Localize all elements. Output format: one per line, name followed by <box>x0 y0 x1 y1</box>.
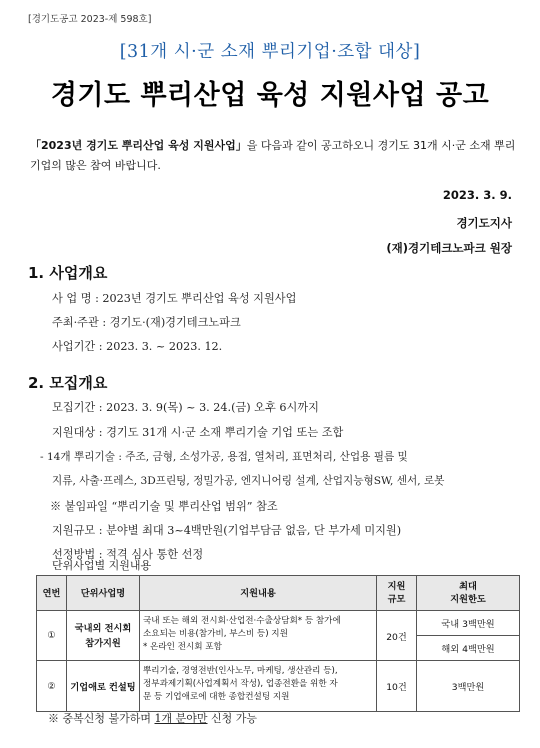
header-program: 단위사업명 <box>67 576 140 611</box>
table-row <box>37 661 520 712</box>
row-number: ① <box>37 611 67 661</box>
table-row <box>37 611 520 636</box>
issuer-governor: 경기도지사 <box>456 216 512 230</box>
row-limit-domestic: 국내 3백만원 <box>417 611 520 636</box>
document-number: [경기도공고 2023-제 598호] <box>28 14 152 25</box>
intro-text: 을 다음과 같이 공고하오니 경기도 31개 시·군 소재 뿌리기업의 많은 참여 바랍니다. <box>30 139 516 172</box>
header-no: 연번 <box>37 576 67 611</box>
recruit-period: 모집기간 : 2023. 3. 9(목) ~ 3. 24.(금) 오후 6시까지 <box>52 401 319 414</box>
row-program: 국내외 전시회 참가지원 <box>67 611 140 661</box>
footer-suffix: 신청 가능 <box>207 712 257 725</box>
page-subtitle: [31개 시·군 소재 뿌리기업·조합 대상] <box>119 42 421 62</box>
row-content: 국내 또는 해외 전시회·산업전·수출상담회* 등 참가에 소요되는 비용(참가비, 부스비 등) 지원 * 온라인 전시회 포함 <box>140 611 377 661</box>
issuer-technopark: (재)경기테크노파크 원장 <box>386 241 512 255</box>
attachment-note: ※ 붙임파일 “뿌리기술 및 뿌리산업 범위” 참조 <box>50 500 278 513</box>
section-heading-overview: 1. 사업개요 <box>28 264 108 282</box>
header-content: 지원내용 <box>140 576 377 611</box>
page-title: 경기도 뿌리산업 육성 지원사업 공고 <box>50 80 490 111</box>
footer-note <box>48 710 257 726</box>
footer-underlined: 1개 분야만 <box>154 712 208 725</box>
table-header-row <box>37 576 520 611</box>
recruit-method: 선정방법 : 적격 심사 통한 선정 <box>52 548 204 561</box>
row-limit-overseas: 해외 4백만원 <box>417 636 520 661</box>
overview-project-name: 사 업 명 : 2023년 경기도 뿌리산업 육성 지원사업 <box>52 292 297 305</box>
recruit-scale: 지원규모 : 분야별 최대 3~4백만원(기업부담금 없음, 단 부가세 미지원) <box>52 524 402 537</box>
row-number: ② <box>37 661 67 712</box>
intro-program-name: 「2023년 경기도 뿌리산업 육성 지원사업」 <box>30 139 247 152</box>
intro-paragraph <box>30 136 518 176</box>
header-limit: 최대 지원한도 <box>417 576 520 611</box>
row-program: 기업애로 컨설팅 <box>67 661 140 712</box>
row-scale: 10건 <box>377 661 417 712</box>
recruit-target: 지원대상 : 경기도 31개 시·군 소재 뿌리기술 기업 또는 조합 <box>52 426 344 439</box>
tech-list-line-2: 지류, 사출·프레스, 3D프린팅, 정밀가공, 엔지니어링 설계, 산업지능형SW, 센서, 로봇 <box>52 475 445 487</box>
support-table <box>36 575 520 712</box>
announcement-date: 2023. 3. 9. <box>442 188 512 202</box>
row-limit: 3백만원 <box>417 661 520 712</box>
header-scale: 지원 규모 <box>377 576 417 611</box>
footer-prefix: ※ 중복신청 불가하며 <box>48 712 155 725</box>
table-caption: 단위사업별 지원내용 <box>52 559 152 572</box>
row-scale: 20건 <box>377 611 417 661</box>
overview-host: 주최·주관 : 경기도·(재)경기테크노파크 <box>52 316 241 329</box>
tech-list-line-1: - 14개 뿌리기술 : 주조, 금형, 소성가공, 용접, 열처리, 표면처리, 산업용 필름 및 <box>40 451 408 463</box>
section-heading-recruitment: 2. 모집개요 <box>28 374 108 392</box>
row-content: 뿌리기술, 경영전반(인사노무, 마케팅, 생산관리 등), 정부과제기획(사업계획서 작성), 업종전환을 위한 자 문 등 기업애로에 대한 종합컨설팅 지원 <box>140 661 377 712</box>
overview-period: 사업기간 : 2023. 3. ~ 2023. 12. <box>52 340 223 353</box>
